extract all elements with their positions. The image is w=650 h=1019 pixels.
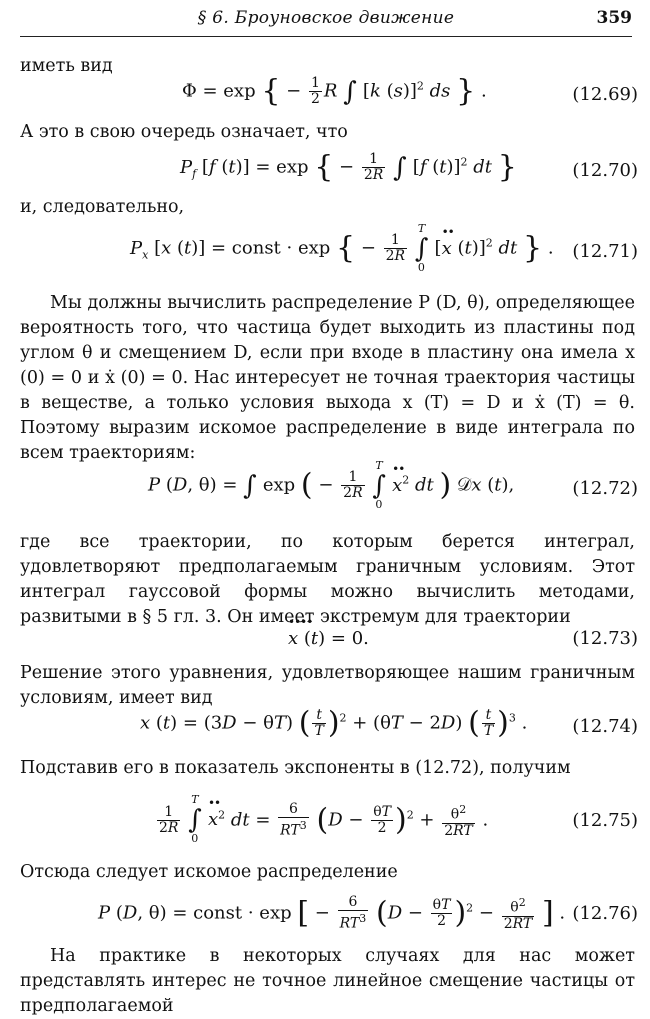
equation-12-69 — [20, 74, 638, 114]
equation-body: P (D, θ) = ∫ exp ( − $\frac{1}{2R}$ ∫ T 0 •• $x^2$ dt ) 𝒟x (t), — [148, 470, 514, 501]
equation-number: (12.71) — [572, 241, 638, 262]
section-title: § 6. Броуновское движение — [197, 8, 455, 28]
running-header — [20, 6, 632, 34]
paragraph-2: А это в свою очередь означает, что — [20, 122, 348, 142]
paragraph-4: Мы должны вычислить распределение P (D, θ), определяющее вероятность того, что частица будет выходить из пластины под углом θ и смещением D, если при входе в пластину она имела x (0) = 0 и ẋ (0) = 0. Нас интересует не точная траектория частицы в веществе, а только условия выхода x (T) = D и ẋ (T) = θ. Поэтому выразим искомое распределение в виде интеграла по всем траекториям: — [20, 293, 635, 463]
equation-number: (12.70) — [572, 160, 638, 181]
equation-number: (12.73) — [572, 628, 638, 649]
paragraph-7: Подставив его в показатель экспоненты в (12.72), получим — [20, 758, 571, 778]
equation-number: (12.74) — [572, 716, 638, 737]
paragraph-3: и, следовательно, — [20, 197, 185, 217]
equation-12-76 — [20, 893, 638, 937]
equation-body: $\frac{1}{2R}$ ∫ T 0 •• $x^2$ dt = $\frac{6}{RT^3}$ (D − $\frac{\theta T}{2}$ )$^2$ + $\frac{\theta^2}{2RT}$ . — [155, 802, 488, 839]
paragraph-9: На практике в некоторых случаях для нас может представлять интерес не точное линейное смещение частицы от предполагаемой — [20, 946, 635, 1016]
equation-body: P (D, θ) = const · exp [ − $\frac{6}{RT^3}$ (D − $\frac{\theta T}{2}$ )$^2$ − $\frac{\theta^2}{2RT}$ ] . — [98, 894, 566, 932]
paragraph-6: Решение этого уравнения, удовлетворяющее нашим граничным условиям, имеет вид — [20, 663, 635, 708]
equation-12-74 — [20, 706, 638, 746]
equation-12-73 — [20, 622, 638, 654]
equation-body: Φ = exp { − $\frac{1}{2}$ R ∫ [k (s)]$^2$ ds } . — [182, 73, 487, 109]
paragraph-1: иметь вид — [20, 56, 113, 76]
equation-number: (12.75) — [572, 810, 638, 831]
equation-12-71 — [20, 221, 638, 280]
equation-12-70 — [20, 150, 638, 190]
page-number: 359 — [596, 8, 632, 28]
equation-number: (12.76) — [572, 903, 638, 924]
equation-body: x (t) = (3D − θT) ( $\frac{t}{T}$ )$^2$ + (θT − 2D) ( $\frac{t}{T}$ )$^3$ . — [140, 705, 528, 741]
header-rule — [20, 36, 632, 37]
paragraph-8: Отсюда следует искомое распределение — [20, 862, 398, 882]
paragraph-5: где все траектории, по которым берется интеграл, удовлетворяют предполагаемым граничным условиям. Этот интеграл гауссовой формы можно вычислить методами, развитыми в § 5 гл. 3. Он имеет экстремум для траектории — [20, 532, 635, 627]
equation-body: •••• x (t) = 0. — [288, 628, 369, 649]
equation-number: (12.72) — [572, 478, 638, 499]
equation-body: $P_f$ [f (t)] = exp { − $\frac{1}{2R}$ ∫ [f (t)]$^2$ dt } — [180, 149, 517, 185]
equation-12-72 — [20, 460, 638, 518]
equation-number: (12.69) — [572, 84, 638, 105]
equation-body: $P_x$ [x (t)] = const · exp { − $\frac{1}{2R}$ ∫ T 0 [•• x (t)]$^2$ dt } . — [130, 233, 554, 264]
equation-12-75 — [20, 790, 638, 850]
